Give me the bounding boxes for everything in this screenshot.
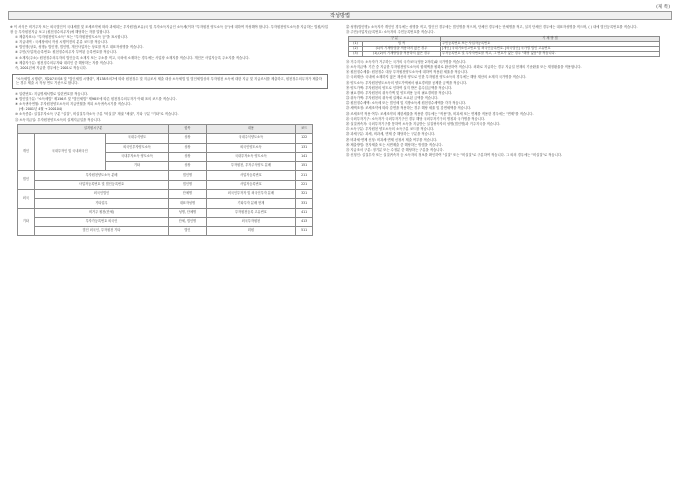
table-row xyxy=(18,199,313,208)
right-top-para-0: ⑫ 성명(법인명): 소득자가 개인인 경우에는 성명을 적고, 법인인 경우에는 법인명을 적으며, 단체인 경우에는 단체명을 적고, 실지 단체인 경우에는 대표자성명을 적으며, ( ) 내에 법인등록번호를 적습니다. xyxy=(346,25,638,29)
table-cell-desc: 사업자등록번호 xyxy=(206,180,296,189)
table-cell-kind: 법인 외국인, 투자원천 기타 xyxy=(34,227,169,236)
notice-box xyxy=(12,74,328,89)
table-cell: (1) xyxy=(349,41,363,46)
right-body-para-10: ㉔ 조세조약 적용 여부: 조세조약의 제한세율을 적용한 경우에는 "적용"을, 비과세 또는 면제를 적용한 경우에는 "면제"를 적습니다. xyxy=(346,111,534,116)
right-body-para-0: ⑭ 거주지국: 소득자가 거주하는 국가의 국가코드(영문 2자리)와 국가명을 적습니다. xyxy=(346,59,467,64)
table-cell-desc: 기타투자 분배 현재 xyxy=(206,199,296,208)
right-body-para-12: ㉖ 실질귀속자: 국외투자기구를 통하여 소득을 지급받는 실질귀속자의 성명(법인명)과 거주지국을 적습니다. xyxy=(346,122,501,127)
table-cell-desc: 외국인양도소득 xyxy=(206,143,296,152)
table-cell-code: 122 xyxy=(296,134,313,143)
table-cell-kind: 국내주식양도 xyxy=(105,134,169,143)
table-cell-code: 413 xyxy=(296,217,313,226)
right-body-para-18: ㉜ 신청인: 실질투자 또는 실질귀속자 등 소득자의 정보를 확인하여 "실질" 또는 "비실질"로 구분하여 적습니다. 그 외의 경우에는 "비실질"로 적습니다. xyxy=(346,153,562,158)
right-body-para-2: ⑯ 원천징수세율: 원천징수 대상 투자원천양도소득에 대하여 적용된 세율을 적습니다. xyxy=(346,70,469,75)
table-cell-code: 141 xyxy=(296,152,313,161)
table-cell-kind: 비거주 원천(단체) xyxy=(34,208,169,217)
right-body-para-8: ㉒ 원천징수세액: 소득세 또는 법인세 및 지방소득세 원천징수세액을 각각 적습니다. xyxy=(346,101,466,106)
table-row xyxy=(18,217,313,226)
item-4: ⑩ 소득종류: 실질투자소득 구분 "실질", 비실질투자소득 구분 "비실질" 재권 "채권", 기타 구분 "기타"로 적습니다. xyxy=(15,112,179,117)
table-row xyxy=(18,180,313,189)
right-body-para-17: ㉛ 지급조서 구분: 정기분 또는 수정분 중 해당하는 구분을 적습니다. xyxy=(346,147,444,152)
registration-method-table xyxy=(348,36,660,57)
table-row xyxy=(18,134,313,143)
item-1: ⑧ 법인및구분: "소득세법" 제156조 및 "법인세법" 제98조에 따른 원천징수의무자가 아래 표의 코드를 적습니다. xyxy=(15,96,177,101)
table-cell-item: 단체명 xyxy=(169,190,206,199)
table-cell-code: 511 xyxy=(296,227,313,236)
right-column xyxy=(346,25,670,158)
intro-para-4: ④ 주민(사업자)등록번호: 원천징수의무자 부여된 등록번호를 적습니다. xyxy=(15,50,118,55)
right-body-para-1: ⑮ 소득지급액: 기간 중 지급한 투자원천양도소득의 합계액을 원화로 환산하여 적습니다. 외화로 지급하는 경우 지급일 현재의 기준환율 또는 재정환율을 적용합니다. xyxy=(346,64,582,69)
intro-para-3: ③ 법인명(상호, 성명): 법인명, 법인명, 개인사업자는 상호를 적고 대표자성명을 적습니다. xyxy=(15,45,144,50)
right-body-para-6: ⑳ 필요경비: 투자원천의 취득가액 및 양도비용 등의 필요경비를 적습니다. xyxy=(346,90,453,95)
table-cell-group: 개인 xyxy=(18,134,35,171)
table-cell: (1),(2)의 기재방법을 적용하지 않은 경우 xyxy=(363,51,441,56)
intro-para-5: ⑤ 소재지(주소): 원천징수의무자의 법인등록 소재지 또는 주소를 적고, 국외에 소재하는 경우에는 사업장 소재지를 적습니다. 개인은 사업자등록 주소지를 적습니다. xyxy=(15,55,250,60)
table-cell-item: 상장 xyxy=(169,143,206,152)
intro-para-7: 즉, 2001년에 지급한 경우에는 2001로 적습니다. xyxy=(15,65,87,70)
table-header-row xyxy=(18,125,313,134)
table-cell: 법 적 xyxy=(363,41,441,46)
table-row xyxy=(18,190,313,199)
table-cell-item: 법인 xyxy=(169,227,206,236)
item-0: ⑦ 일련번호: 지급명세서별로 일련번호를 적습니다. xyxy=(15,91,89,96)
table-cell: (1)의 기재방법을 적용하지 않은 경우 xyxy=(363,46,441,51)
table-cell-group: 법인 xyxy=(18,171,35,190)
table-cell-kind: 기타업무 xyxy=(34,199,169,208)
table-header-cell: 실지원시구분 xyxy=(18,125,169,134)
table-cell-desc: 투자원천, 투자주식양도 분배 xyxy=(206,162,296,171)
right-top-para-1: ⑬ 주민(사업자)등록번호: 소득자의 주민등록번호를 적습니다. xyxy=(346,30,435,35)
table-cell-group: 외국 xyxy=(18,190,35,209)
table-cell-item: 상장 xyxy=(169,152,206,161)
table-header-cell: 코드 xyxy=(296,125,313,134)
table-cell-sub: 국내투자인 및 국내외국인 xyxy=(34,134,105,171)
table-cell-desc: 사업자등록번호 xyxy=(206,171,296,180)
table-cell-desc: 외국인투자자 및 외국인투자 분배 xyxy=(206,190,296,199)
right-body-para-11: ㉕ 국외투자기구: 소득자가 국외투자기구인 경우 해당 국외투자기구의 명칭과 국가명을 적습니다. xyxy=(346,116,486,121)
right-body-para-7: ㉑ 취득가액: 투자원천의 취득에 실제로 소요된 금액을 적습니다. xyxy=(346,96,439,101)
table-row xyxy=(18,208,313,217)
table-cell-group: 기타 xyxy=(18,208,35,236)
table-cell-item: 법인명 xyxy=(169,180,206,189)
right-body-para-3: ⑰ 국외재산: 국내에 소재하지 않은 재산의 양도로 인한 투자원천 양도소득의 경우에는 해당 재산의 소재지 국가명을 적습니다. xyxy=(346,75,527,80)
right-body-para-4: ⑱ 양도소득: 투자원천양도소득의 양도가액에서 필요경비를 공제한 금액을 적습니다. xyxy=(346,80,468,85)
table-cell: (3) xyxy=(349,51,363,56)
table-cell-desc: 회원 xyxy=(206,227,296,236)
intro-para-1: ① 제출자표시: "투자원천양도소득" 또는 "투자원천양도소득 등"을 표시합니다. xyxy=(15,34,129,39)
document-title-bar xyxy=(8,11,672,20)
table-cell-kind: 사업자등록번호 및 법인등록번호 xyxy=(34,180,169,189)
table-cell-item: 성명, 단체명 xyxy=(169,208,206,217)
right-body-para-14: ㉘ 과세구분: 과세, 비과세, 면제 중 해당하는 구분을 적습니다. xyxy=(346,132,436,137)
table-cell-code: 321 xyxy=(296,190,313,199)
table-cell-item: 법인명 xyxy=(169,171,206,180)
table-cell-desc: 외국투자원천 xyxy=(206,217,296,226)
intro-para-6: ⑥ 제출자구분: 원천징수의무자와 대리인 중 해당하는 자를 적습니다. xyxy=(15,60,114,65)
table-header-cell: 기 재 방 법 xyxy=(441,36,660,41)
table-cell-kind: 외국인투자양도소득 xyxy=(105,143,169,152)
document-title: 작성방법 xyxy=(329,13,351,19)
notice-text: "소득세법 시행령", 제207조의8 및 "법인세법 시행령", 제138조의7에 따라 원천징수 및 지급조서 제출 대상 소득세법 및 법인세법상의 투자원천 소득에 대한 지급 및 지급조서를 제출하고, 원천징수의무자가 제출하는 경우 제출 시 작성 연도 기준으로 합니다. xyxy=(16,76,322,86)
table-row xyxy=(18,227,313,236)
item-3: (예: 2001년 4월 → 200104) xyxy=(19,107,63,112)
item-2: ⑨ 소득귀속연월: 투자원천양도소득의 지급연월을 적되 소득귀속시기를 적습니다. xyxy=(15,102,132,107)
table-cell-desc: 국내주식양도소득 xyxy=(206,134,296,143)
table-cell-desc: 투자원천등록 고유번호 xyxy=(206,208,296,217)
table-cell-desc: 국내투자소득 양도소득 xyxy=(206,152,296,161)
right-body-para-9: ㉓ 세액조정: 조세조약에 따라 감면을 적용하는 경우 해당 세율 및 감면세액을 적습니다. xyxy=(346,106,472,111)
left-column xyxy=(10,25,328,236)
table-row xyxy=(349,51,660,56)
table-cell-code: 331 xyxy=(296,199,313,208)
right-body-para-16: ㉚ 제출방법: 전자제출 또는 서면제출 중 해당하는 방법을 적습니다. xyxy=(346,142,443,147)
table-cell: (2) xyxy=(349,46,363,51)
table-cell-code: 211 xyxy=(296,171,313,180)
table-cell-item: 상장 xyxy=(169,162,206,171)
table-cell-item: 상장 xyxy=(169,134,206,143)
table-header-cell: 구 분 xyxy=(349,36,441,41)
table-cell-kind: 투자가등록번호 외국인 xyxy=(34,217,169,226)
intro-para-2: ② 지급내역 : 국세청에서 작성 시행이전의 분류 코드를 적습니다. xyxy=(15,39,109,44)
table-cell-code: 411 xyxy=(296,208,313,217)
table-row xyxy=(18,171,313,180)
intro-para-0: ※ 이 서식은 비거주자 또는 외국법인이 국내세법 및 조세조약에 따라 과세되는 투자원천(보유)국 및 투자소득지급인 소득세(이하 "투자원천 양도소득 등")에 대하여 작성해야 합니다. 투자원천양도소득을 지급하는 법원/사업장 등 투자원천지급 보고 (원천징수의무자)에 해당하는 자를 말합니다. xyxy=(10,25,328,34)
table-header-cell: 항목 xyxy=(169,125,206,134)
table-cell-kind: 국내투자소득 양도소득 xyxy=(105,152,169,161)
table-cell-kind: 투자원천양도소득 분배 xyxy=(34,171,169,180)
table-cell-code: 151 xyxy=(296,162,313,171)
item-5: ⑪ 소득지급일: 투자원천양도소득의 실제지급일을 적습니다. xyxy=(15,117,102,122)
table-cell-code: 131 xyxy=(296,143,313,152)
table-cell-item: 대표자성명 xyxy=(169,199,206,208)
right-body-para-5: ⑲ 양도가액: 투자원천의 양도로 인하여 실지 받은 총수입금액을 적습니다. xyxy=(346,85,453,90)
page-number-tag: (제 쪽) xyxy=(656,5,670,10)
income-code-table xyxy=(17,124,313,236)
table-cell-item: 단체, 법인명 xyxy=(169,217,206,226)
right-body-para-15: ㉙ 비과세·면제 신청: 비과세·면제 신청서 제출 여부를 적습니다. xyxy=(346,137,438,142)
table-cell: [개인] 국내거소신고번호 및 외국인등록번호. [외국법인] 국가별 법인 고유번호 xyxy=(441,46,660,51)
right-body-para-13: ㉗ 소득구분: 투자원천 양도소득의 소득구분 코드를 적습니다. xyxy=(346,127,435,132)
table-cell-kind: 외국인법인 xyxy=(34,190,169,199)
table-cell: 투자등록번호 및 투자자번호를 적고, 그 번호가 없는 경우 "해당 없음"을 적습니다. xyxy=(441,51,660,56)
table-cell-kind: 기타 xyxy=(105,162,169,171)
table-cell: 주민등록번호 또는 사업자등록번호 xyxy=(441,41,660,46)
table-header-cell: 내용 xyxy=(206,125,296,134)
table-cell-code: 221 xyxy=(296,180,313,189)
